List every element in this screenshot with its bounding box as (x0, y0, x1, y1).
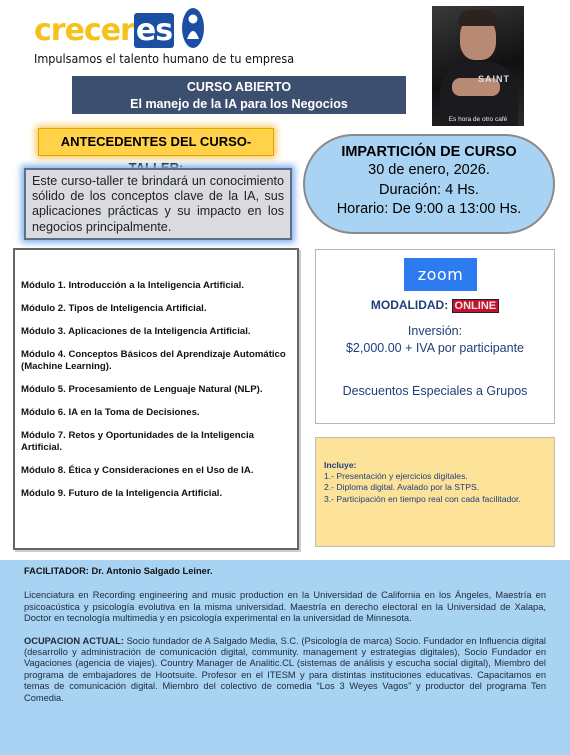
imparticion-heading: IMPARTICIÓN DE CURSO (341, 144, 517, 160)
logo-word-part2: es (135, 13, 173, 48)
module-item: Módulo 4. Conceptos Básicos del Aprendizaje Automático (Machine Learning). (21, 349, 286, 372)
modules-list (13, 248, 299, 550)
module-item: Módulo 3. Aplicaciones de la Inteligencia Artificial. (21, 326, 251, 338)
modalidad-label: MODALIDAD: (370, 298, 449, 312)
occupation-label: OCUPACION ACTUAL: (24, 635, 124, 646)
photo-caption: Es hora de otro café (448, 116, 508, 123)
modalidad (316, 298, 554, 312)
course-type: CURSO ABIERTO (186, 80, 292, 94)
module-item: Módulo 7. Retos y Oportunidades de la Inteligencia Artificial. (21, 430, 254, 453)
course-duration: Duración: 4 Hs. (379, 181, 479, 198)
facilitator-name: FACILITADOR: Dr. Antonio Salgado Leiner. (24, 566, 213, 576)
shirt-text: SAINT (478, 74, 510, 84)
incluye-heading: Incluye: (324, 460, 357, 470)
logo-word-part1: crecer (34, 13, 134, 48)
zoom-logo: zoom (404, 258, 477, 291)
logo (34, 6, 214, 50)
inversion-label: Inversión: (407, 324, 463, 338)
modalidad-badge: ONLINE (452, 299, 500, 313)
imparticion-oval (303, 134, 555, 234)
facilitator-photo (432, 6, 524, 126)
logo-wordmark (34, 13, 174, 48)
course-name: El manejo de la IA para los Negocios (130, 97, 348, 111)
module-item: Módulo 6. IA en la Toma de Decisiones. (21, 407, 200, 419)
module-item: Módulo 9. Futuro de la Inteligencia Artificial. (21, 487, 223, 499)
course-date: 30 de enero, 2026. (368, 162, 490, 178)
bio-occupation (24, 636, 546, 704)
module-item: Módulo 5. Procesamiento de Lenguaje Natural (NLP). (21, 383, 263, 395)
modalidad-box (315, 249, 555, 424)
incluye-item: 2.- Diploma digital. Avalado por la STPS. (324, 482, 480, 493)
occupation-text: Socio fundador de A Salgado Media, S.C. (Psicología de marca) Socio. Fundador en Influencia digital (desarrollo y administración de comunicación digital, community. management y estrategias digitales), Socio Fundador en Vagaciones (agencia de viajes). Country Manager de Analitic.CL (sistemas de análisis y escucha social digital), Miembro del programa de embajadores de Hootsuite. Profesor en el ITESM y para distintas instituciones educativas. Capacitamos en temas de comunicación digital. Miembro del colectivo de comedia “Los 3 Weyes Vagos” y productor del programa Ten Comedia. (24, 635, 546, 703)
descuentos-text: Descuentos Especiales a Grupos (342, 384, 528, 398)
tagline: Impulsamos el talento humano de tu empresa (34, 51, 295, 66)
person-icon (180, 6, 206, 50)
incluye-item: 1.- Presentación y ejercicios digitales. (324, 471, 468, 482)
incluye-item: 3.- Participación en tiempo real con cada facilitador. (324, 493, 521, 504)
inversion-value: $2,000.00 + IVA por participante (345, 341, 525, 355)
antecedentes-text: Este curso-taller te brindará un conocimiento sólido de los conceptos clave de la IA, sus aplicaciones prácticas y su impacto en los negocios principalmente. (24, 168, 292, 240)
module-item: Módulo 1. Introducción a la Inteligencia Artificial. (21, 280, 245, 291)
course-schedule: Horario: De 9:00 a 13:00 Hs. (336, 201, 522, 217)
bio-education: Licenciatura en Recording engineering and music production en la Universidad de California en los Ángeles, Maestría en psicoacústica y psicología evolutiva en la misma universidad. Maestría en derecho electoral en la Universidad de Xalapa, Doctor en tecnología multimedia y en psicología experimental en la universidad de Minnesota. (24, 590, 546, 624)
inversion (316, 323, 554, 357)
module-item: Módulo 2. Tipos de Inteligencia Artificial. (21, 303, 207, 315)
antecedentes-heading: ANTECEDENTES DEL CURSO- (38, 128, 274, 156)
facilitator-bio (0, 560, 570, 755)
incluye-box (315, 437, 555, 547)
course-title-bar (72, 76, 406, 114)
module-item: Módulo 8. Ética y Consideraciones en el Uso de IA. (21, 464, 254, 476)
